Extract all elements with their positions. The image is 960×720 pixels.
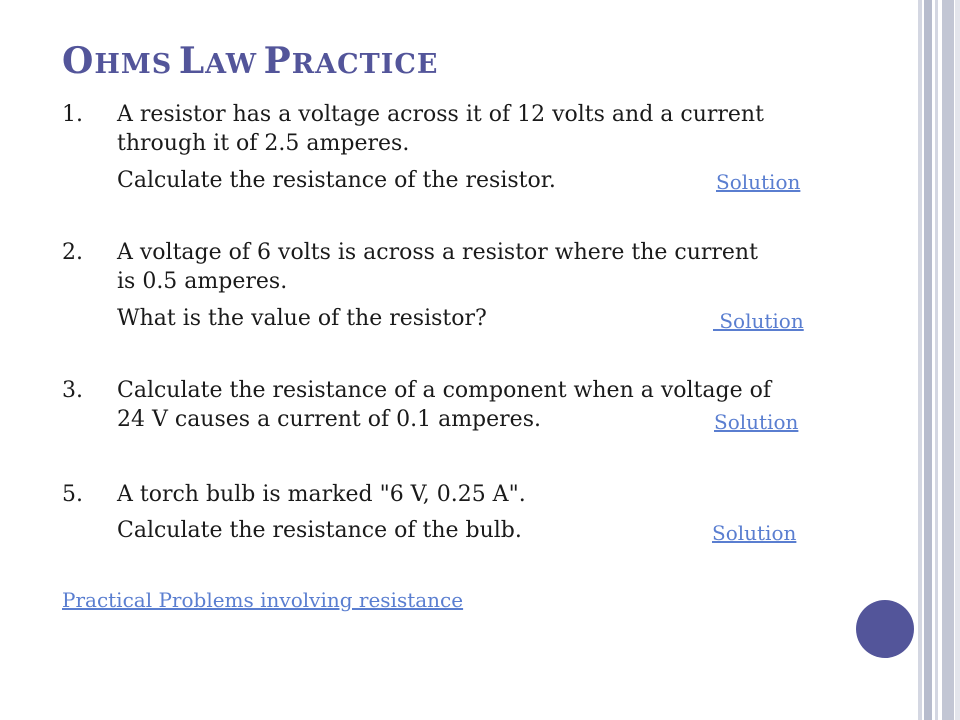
slide-title	[62, 40, 438, 82]
question-text: Calculate the resistance of a component when a voltage of	[117, 378, 771, 403]
practical-problems-link[interactable]: Practical Problems involving resistance	[62, 588, 464, 612]
question-number: 1.	[62, 102, 83, 127]
question-prompt: What is the value of the resistor?	[117, 306, 487, 331]
title-word-ohms-rest: HMS	[94, 49, 173, 80]
question-prompt: Calculate the resistance of the resistor.	[117, 168, 556, 193]
title-word-ohms-initial: O	[62, 40, 95, 82]
title-word-practice-initial: P	[263, 40, 292, 82]
title-word-practice-rest: RACTICE	[291, 49, 439, 80]
question-prompt: Calculate the resistance of the bulb.	[117, 518, 522, 543]
title-word-law-rest: AW	[205, 49, 258, 80]
question-text: through it of 2.5 amperes.	[117, 131, 410, 156]
question-number: 3.	[62, 378, 83, 403]
question-number: 5.	[62, 482, 83, 507]
question-text: 24 V causes a current of 0.1 amperes.	[117, 407, 541, 432]
question-text: A voltage of 6 volts is across a resistor where the current	[117, 240, 758, 265]
decorative-circle	[856, 600, 914, 658]
solution-link[interactable]: Solution	[716, 170, 801, 194]
solution-link[interactable]: Solution	[714, 410, 799, 434]
title-word-law-initial: L	[178, 40, 206, 82]
question-number: 2.	[62, 240, 83, 265]
border-stripe	[955, 0, 960, 720]
border-stripe	[918, 0, 922, 720]
solution-link[interactable]: Solution	[713, 309, 804, 333]
question-text: A torch bulb is marked "6 V, 0.25 A".	[117, 482, 526, 507]
border-stripe	[924, 0, 932, 720]
border-stripe	[935, 0, 938, 720]
solution-link[interactable]: Solution	[712, 521, 797, 545]
border-stripe	[942, 0, 954, 720]
question-text: is 0.5 amperes.	[117, 269, 288, 294]
question-text: A resistor has a voltage across it of 12 volts and a current	[117, 102, 764, 127]
